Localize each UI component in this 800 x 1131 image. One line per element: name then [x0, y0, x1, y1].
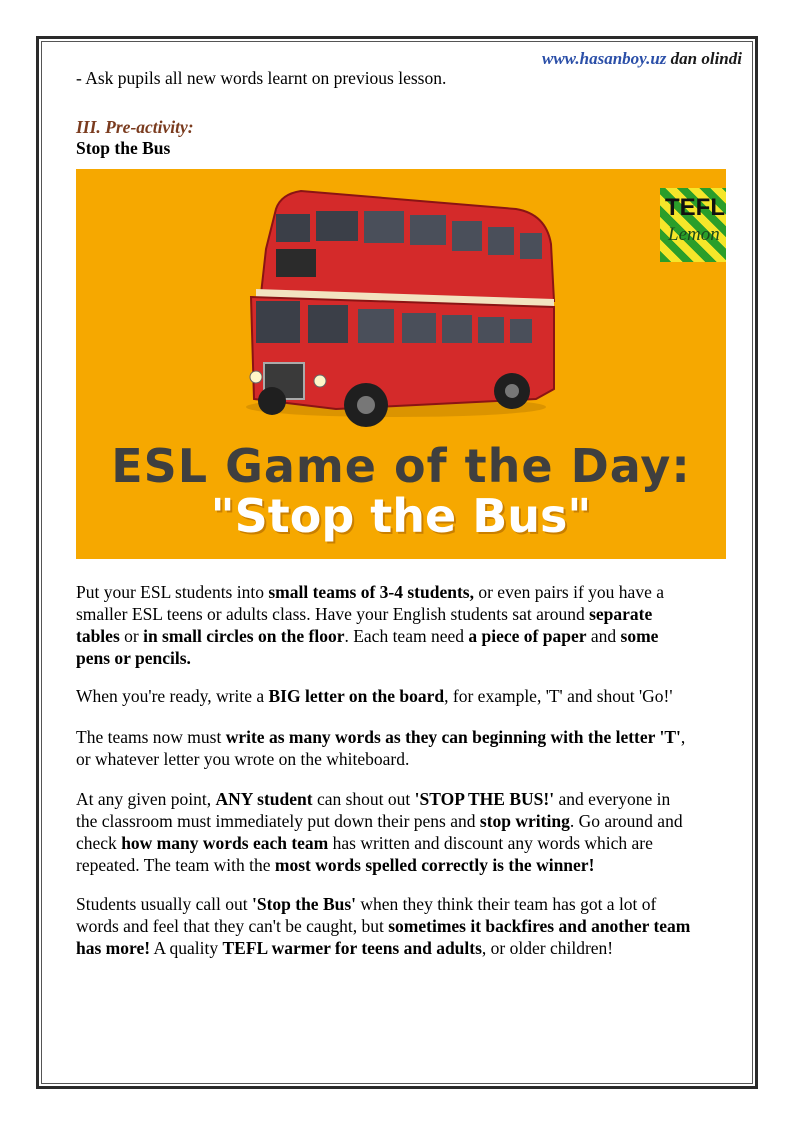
- paragraph-line: [76, 854, 742, 876]
- stop-the-bus-illustration: [76, 169, 726, 559]
- text-run: when they think their team has got a lot of: [356, 894, 657, 914]
- game-title-line-1: ESL Game of the Day:: [111, 439, 691, 493]
- bold-text-run: pens or pencils.: [76, 648, 191, 668]
- source-watermark: [542, 49, 742, 69]
- logo-line-2: Lemon: [668, 224, 720, 245]
- text-run: Put your ESL students into: [76, 582, 269, 602]
- bold-text-run: stop writing: [479, 811, 570, 831]
- bold-text-run: some: [620, 626, 659, 646]
- text-run: , or older children!: [481, 938, 614, 958]
- paragraph-line: [76, 581, 742, 603]
- paragraph-line: [76, 937, 742, 959]
- bold-text-run: TEFL warmer for teens and adults: [222, 938, 482, 958]
- text-run: words and feel that they can't be caught, but: [76, 916, 389, 936]
- text-run: At any given point,: [76, 789, 216, 809]
- text-run: or: [119, 626, 144, 646]
- bold-text-run: small teams of 3-4 students,: [268, 582, 474, 602]
- bold-text-run: sometimes it backfires and another team: [388, 916, 691, 936]
- text-run: ,: [680, 727, 686, 747]
- text-run: the classroom must immediately put down their pens and: [76, 811, 480, 831]
- intro-line: - Ask pupils all new words learnt on previous lesson.: [76, 68, 447, 88]
- game-title-line-2: "Stop the Bus": [210, 489, 592, 543]
- bold-text-run: most words spelled correctly is the winner!: [274, 855, 595, 875]
- bold-text-run: 'STOP THE BUS!': [414, 789, 555, 809]
- paragraph-line: [76, 647, 742, 669]
- bold-text-run: has more!: [76, 938, 151, 958]
- text-run: repeated. The team with the: [76, 855, 275, 875]
- paragraph-stop-the-bus: [76, 788, 742, 876]
- text-run: Students usually call out: [76, 894, 252, 914]
- bold-text-run: ANY student: [215, 789, 313, 809]
- text-run: . Go around and: [569, 811, 683, 831]
- text-run: has written and discount any words which are: [328, 833, 653, 853]
- paragraph-backfires: [76, 893, 742, 959]
- bold-text-run: write as many words as they can beginning with the letter 'T': [225, 727, 681, 747]
- paragraph-line: [76, 915, 742, 937]
- text-run: or whatever letter you wrote on the whiteboard.: [76, 749, 410, 769]
- section-heading: III. Pre-activity:: [76, 117, 194, 137]
- paragraph-line: [76, 810, 742, 832]
- bold-text-run: BIG letter on the board: [268, 686, 445, 706]
- paragraph-line: [76, 685, 742, 707]
- text-run: and: [586, 626, 621, 646]
- text-run: When you're ready, write a: [76, 686, 269, 706]
- watermark-site[interactable]: www.hasanboy.uz: [542, 49, 667, 68]
- text-run: The teams now must: [76, 727, 226, 747]
- paragraph-line: [76, 788, 742, 810]
- text-run: smaller ESL teens or adults class. Have your English students sat around: [76, 604, 590, 624]
- paragraph-line: [76, 832, 742, 854]
- bold-text-run: tables: [76, 626, 120, 646]
- bold-text-run: 'Stop the Bus': [251, 894, 357, 914]
- logo-line-1: TEFL: [665, 194, 725, 221]
- text-run: and everyone in: [554, 789, 671, 809]
- text-run: check: [76, 833, 122, 853]
- bold-text-run: separate: [589, 604, 653, 624]
- paragraph-write-words: [76, 726, 742, 770]
- bold-text-run: in small circles on the floor: [143, 626, 345, 646]
- paragraph-line: [76, 893, 742, 915]
- tefl-lemon-logo: [660, 188, 726, 262]
- bold-text-run: a piece of paper: [468, 626, 587, 646]
- bold-text-run: how many words each team: [121, 833, 329, 853]
- paragraph-line: [76, 748, 742, 770]
- paragraph-line: [76, 726, 742, 748]
- text-run: . Each team need: [344, 626, 469, 646]
- text-run: , for example, 'T' and shout 'Go!': [444, 686, 673, 706]
- watermark-text: dan olindi: [666, 49, 742, 68]
- text-run: A quality: [150, 938, 223, 958]
- activity-title: Stop the Bus: [76, 138, 171, 158]
- paragraph-teams: [76, 581, 742, 669]
- text-run: or even pairs if you have a: [473, 582, 664, 602]
- paragraph-big-letter: [76, 685, 742, 707]
- text-run: can shout out: [312, 789, 415, 809]
- paragraph-line: [76, 625, 742, 647]
- paragraph-line: [76, 603, 742, 625]
